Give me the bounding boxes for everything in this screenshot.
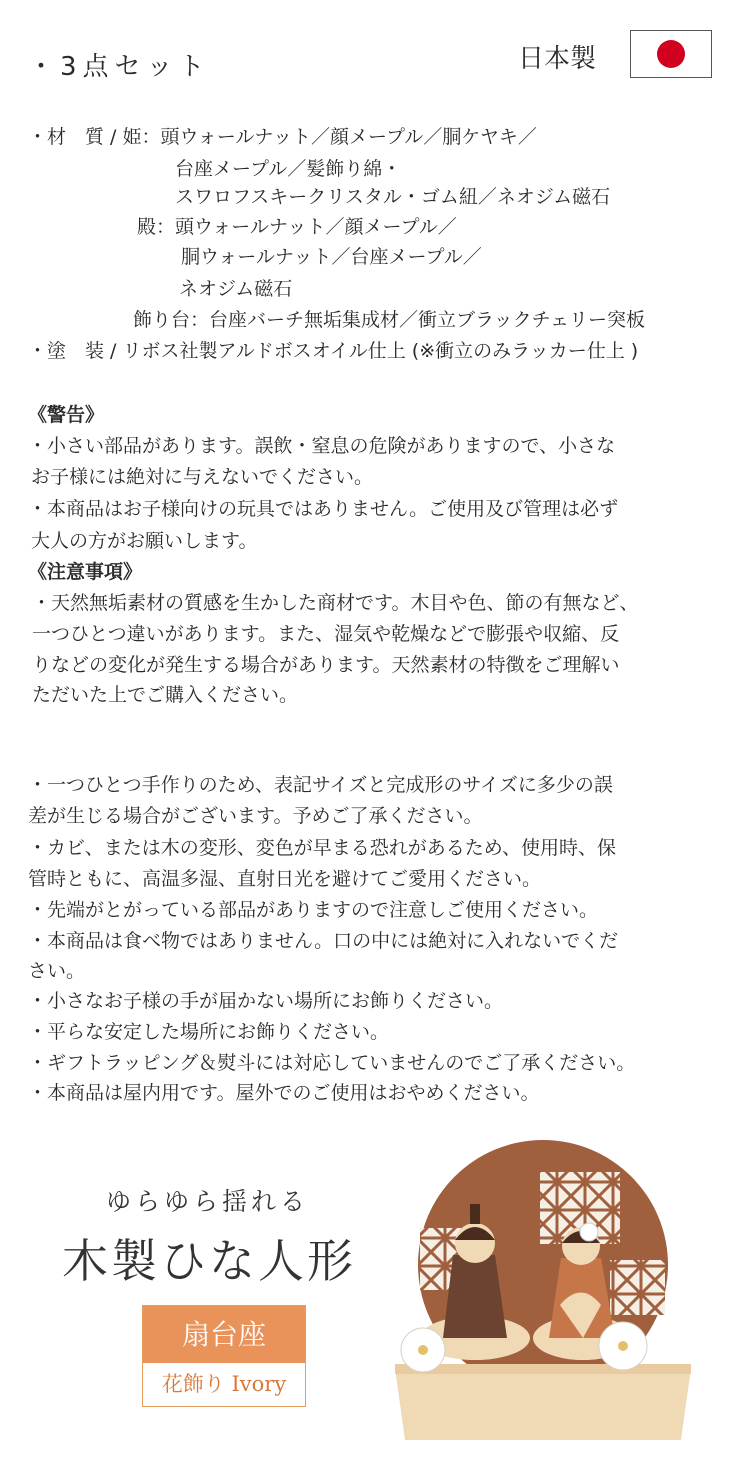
brand-title: 木製ひな人形	[62, 1234, 356, 1288]
hina-doll-product-image	[375, 1140, 725, 1470]
caution-line: りなどの変化が発生する場合があります。天然素材の特徴をご理解い	[32, 654, 620, 676]
set-label: ・3点セット	[28, 52, 211, 82]
brand-tagline: ゆらゆら揺れる	[106, 1187, 310, 1216]
asanoha-panel-lower	[610, 1260, 665, 1315]
spec-line: ・塗 装 / リボス社製アルドボスオイル仕上 (※衝立のみラッカー仕上 )	[28, 340, 639, 362]
note-line: ・小さなお子様の手が届かない場所にお飾りください。	[28, 990, 504, 1012]
note-line: 管時ともに、高温多湿、直射日光を避けてご愛用ください。	[28, 868, 542, 890]
warning-line: ・小さい部品があります。誤飲・窒息の危険がありますので、小さな	[28, 435, 616, 457]
spec-line: 飾り台：台座バーチ無垢集成材／衝立ブラックチェリー突板	[133, 309, 646, 331]
wooden-base	[395, 1368, 691, 1440]
spec-line: スワロフスキークリスタル・ゴム紐／ネオジム磁石	[175, 186, 611, 208]
spec-line: 台座メープル／髪飾り綿・	[175, 158, 402, 180]
spec-line: 胴ウォールナット／台座メープル／	[181, 246, 482, 268]
note-line: ・ギフトラッピング＆熨斗には対応していませんのでご了承ください。	[28, 1052, 636, 1074]
warning-line: お子様には絶対に与えないでください。	[31, 466, 374, 488]
badge-main-label: 扇台座	[143, 1306, 305, 1363]
spec-line: ・材 質 / 姫：頭ウォールナット／顔メープル／胴ケヤキ／	[28, 126, 537, 148]
spec-line: 殿：頭ウォールナット／顔メープル／	[137, 216, 457, 238]
note-line: ・先端がとがっている部品がありますので注意しご使用ください。	[28, 899, 599, 921]
caution-line: ・天然無垢素材の質感を生かした商材です。木目や色、節の有無など、	[32, 592, 639, 614]
made-in-label: 日本製	[518, 44, 597, 74]
caution-line: ただいた上でご購入ください。	[32, 684, 299, 706]
note-line: ・本商品は食べ物ではありません。口の中には絶対に入れないでくだ	[28, 930, 619, 952]
caution-heading: 《注意事項》	[28, 561, 143, 583]
note-line: ・一つひとつ手作りのため、表記サイズと完成形のサイズに多少の誤	[28, 774, 613, 796]
warning-line: 大人の方がお願いします。	[31, 530, 258, 552]
warning-line: ・本商品はお子様向けの玩具ではありません。ご使用及び管理は必ず	[28, 498, 619, 520]
product-badge	[142, 1305, 306, 1407]
japan-flag-icon	[630, 30, 712, 78]
warning-heading: 《警告》	[28, 404, 105, 426]
note-line: ・平らな安定した場所にお飾りください。	[28, 1021, 390, 1043]
badge-sub-label: 花飾り Ivory	[161, 1372, 287, 1396]
note-line: ・本商品は屋内用です。屋外でのご使用はおやめください。	[28, 1082, 540, 1104]
note-line: ・カビ、または木の変形、変色が早まる恐れがあるため、使用時、保	[28, 837, 617, 859]
note-line: さい。	[28, 960, 86, 982]
note-line: 差が生じる場合がございます。予めご了承ください。	[28, 805, 483, 827]
caution-line: 一つひとつ違いがあります。また、湿気や乾燥などで膨張や収縮、反	[32, 623, 620, 645]
spec-line: ネオジム磁石	[179, 278, 293, 300]
